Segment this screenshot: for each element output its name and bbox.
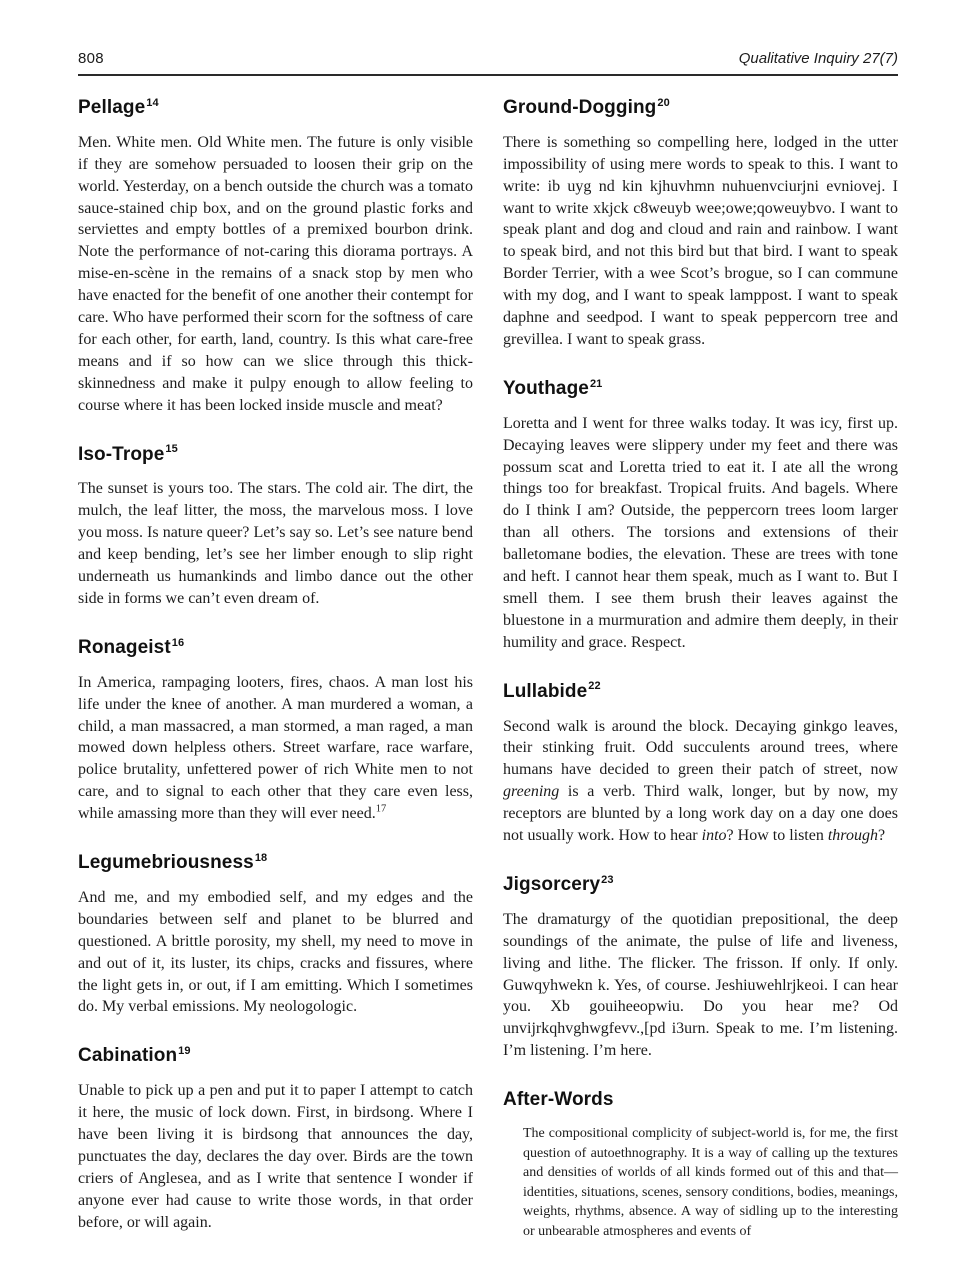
- section-title-after-words: [503, 1089, 898, 1111]
- section-title-iso-trope: [78, 444, 473, 466]
- section-title-pellage: [78, 97, 473, 119]
- footnote-marker: 16: [171, 636, 185, 649]
- section-paragraph: Second walk is around the block. Decaying ginkgo leaves, their stinking fruit. Odd succulents around trees, where humans have decided to green their patch of street, now greening is a verb. Third walk, longer, but by now, my receptors are blunted by a long work day on a day one does not usually work. How to hear into? How to listen through?: [503, 717, 898, 845]
- section-title-youthage: [503, 378, 898, 400]
- section-paragraph: And me, and my embodied self, and my edges and the boundaries between self and planet to be blurred and questioned. A brittle porosity, my shell, my need to move in and out of it, its luster, its chips, cracks and fissures, where the light gets in, or out, if I am emitting. Which I sometimes do. My verbal emissions. My neologologic.: [78, 888, 473, 1016]
- section-lullabide: [503, 681, 898, 847]
- section-title-text: Legumebriousness: [78, 852, 254, 874]
- two-column-body: [78, 78, 898, 1242]
- section-title-text: After-Words: [503, 1089, 614, 1111]
- section-title-ronageist: [78, 637, 473, 659]
- section-paragraph: Loretta and I went for three walks today. It was icy, first up. Decaying leaves were slippery under my feet and there was possum scat and Loretta tried to eat it. I ate all the wrong things too for breakfast. Tropical fruits. And bagels. Where do I think I am? Outside, the peppercorn trees loom larger than all others. The torsions and extensions of their balletomane bodies, the elevation. These are trees with tone and heft. I cannot hear them speak, much as I want to. But I smell them. I see them brush their leaves against the bluestone in a murmuration and admire them deeply, in their humility and grace. Respect.: [503, 414, 898, 651]
- section-title-lullabide: [503, 681, 898, 703]
- section-youthage: [503, 378, 898, 654]
- footnote-marker: 19: [178, 1045, 191, 1058]
- section-title-jigsorcery: [503, 874, 898, 896]
- section-iso-trope: [78, 444, 473, 610]
- section-title-text: Cabination: [78, 1045, 178, 1067]
- section-title-text: Ground-Dogging: [503, 97, 657, 118]
- page-number: 808: [78, 50, 104, 67]
- right-column: [503, 78, 898, 1242]
- journal-title: Qualitative Inquiry 27(7): [738, 50, 898, 67]
- left-column: [78, 78, 473, 1242]
- footnote-marker: 18: [254, 851, 268, 864]
- after-words-quote: The compositional complicity of subject-world is, for me, the first question of autoethnography. It is a way of calling up the textures and densities of worlds of all kinds formed out of this and that—identities, situations, scenes, sensory conditions, bodies, meanings, weights, rhythms, absence. A way of sidling up to the interesting or unbearable atmospheres and events of: [523, 1126, 898, 1239]
- section-title-ground-dogging: [503, 97, 898, 119]
- section-jigsorcery: [503, 874, 898, 1062]
- section-ground-dogging: [503, 97, 898, 351]
- section-paragraph: Men. White men. Old White men. The future is only visible if they are somehow persuaded to loosen their grip on the world. Yesterday, on a bench outside the church was a tomato sauce-stained chip box, and on the ground plastic forks and serviettes and empty bottles of a premixed bourbon drink. Note the performance of not-caring this diorama portrays. A mise-en-scène in the remains of a snack stop by men who have enacted for the benefit of one another their contempt for care. Who have performed their scorn for the softness of care for each other, for earth, land, country. Is this what care-free means and if so how can we slice through this thick-skinnedness and make it pulpy enough to allow feeling to course where it has been locked inside muscle and meat?: [78, 133, 473, 414]
- section-title-text: Lullabide: [503, 680, 588, 702]
- section-pellage: [78, 97, 473, 417]
- section-cabination: [78, 1045, 473, 1233]
- section-title-text: Pellage: [78, 97, 146, 118]
- section-title-legumebriousness: [78, 852, 473, 874]
- footnote-marker: 14: [146, 96, 159, 109]
- running-head: [78, 50, 898, 76]
- footnote-marker: 15: [165, 443, 178, 456]
- section-legumebriousness: [78, 852, 473, 1018]
- section-paragraph: In America, rampaging looters, fires, chaos. A man lost his life under the knee of another. A man murdered a woman, a child, a man massacred, a man stormed, a man raged, a man mowed down helpless others. Street warfare, race warfare, police brutality, unfettered power of rich White men to not care, and to signal to each other that they care even less, while amassing more than they will ever need.$^{17}$: [78, 673, 473, 823]
- section-paragraph: The dramaturgy of the quotidian prepositional, the deep soundings of the animate, the pulse of life and liveness, living and lithe. The flicker. The frisson. If only. If only. Guwqyhwekn k. Yes, of course. Jeshiuwehlrjkeoi. I can hear you. Xb gouiheeopwiu. Do you hear me? Od unvijrkqhvghwgfevv.,[pd i3urn. Speak to me. I’m listening. I’m listening. I’m here.: [503, 910, 898, 1060]
- section-title-text: Jigsorcery: [503, 874, 601, 895]
- section-title-cabination: [78, 1045, 473, 1067]
- section-after-words: [503, 1089, 898, 1241]
- section-title-text: Youthage: [503, 377, 589, 399]
- section-paragraph: There is something so compelling here, lodged in the utter impossibility of using mere words to speak to this. I want to write: ib uyg nd kin kjhuvhmn nuhuenvciurjni evniovej. I want to write xkjck c8weuyb wee;owe;qoweuybvo. I want to speak plant and dog and cloud and rain and rainbow. I want to speak bird, and not this bird but that bird. I want to speak Border Terrier, with a wee Scot’s brogue, so I can commune with my dog, and I want to speak lamppost. I want to speak daphne and seedpod. I want to speak peppercorn tree and grevillea. I want to speak grass.: [503, 133, 898, 348]
- footnote-marker: 23: [601, 873, 614, 886]
- section-title-text: Iso-Trope: [78, 443, 165, 465]
- footnote-marker: 21: [589, 377, 603, 390]
- section-paragraph: The sunset is yours too. The stars. The cold air. The dirt, the mulch, the leaf litter, the moss, the marvelous moss. I love you moss. Is nature queer? Let’s say so. Let’s see nature bend and keep bending, let’s see her limber enough to slip right underneath us humankinds and limbo dance out the other side in forms we can’t even dream of.: [78, 480, 473, 607]
- section-ronageist: [78, 637, 473, 825]
- section-title-text: Ronageist: [78, 636, 171, 658]
- footnote-marker: 20: [657, 96, 670, 109]
- section-paragraph: Unable to pick up a pen and put it to paper I attempt to catch it here, the music of lock down. First, in birdsong. Where I have been living it is birdsong that announces the day, punctuates the day, declares the day over. Birds are the town criers of Anglesea, and as I write that sentence I wonder if anyone ever had cause to write those words, in that order before, or will again.: [78, 1082, 473, 1231]
- footnote-marker: 22: [588, 680, 601, 693]
